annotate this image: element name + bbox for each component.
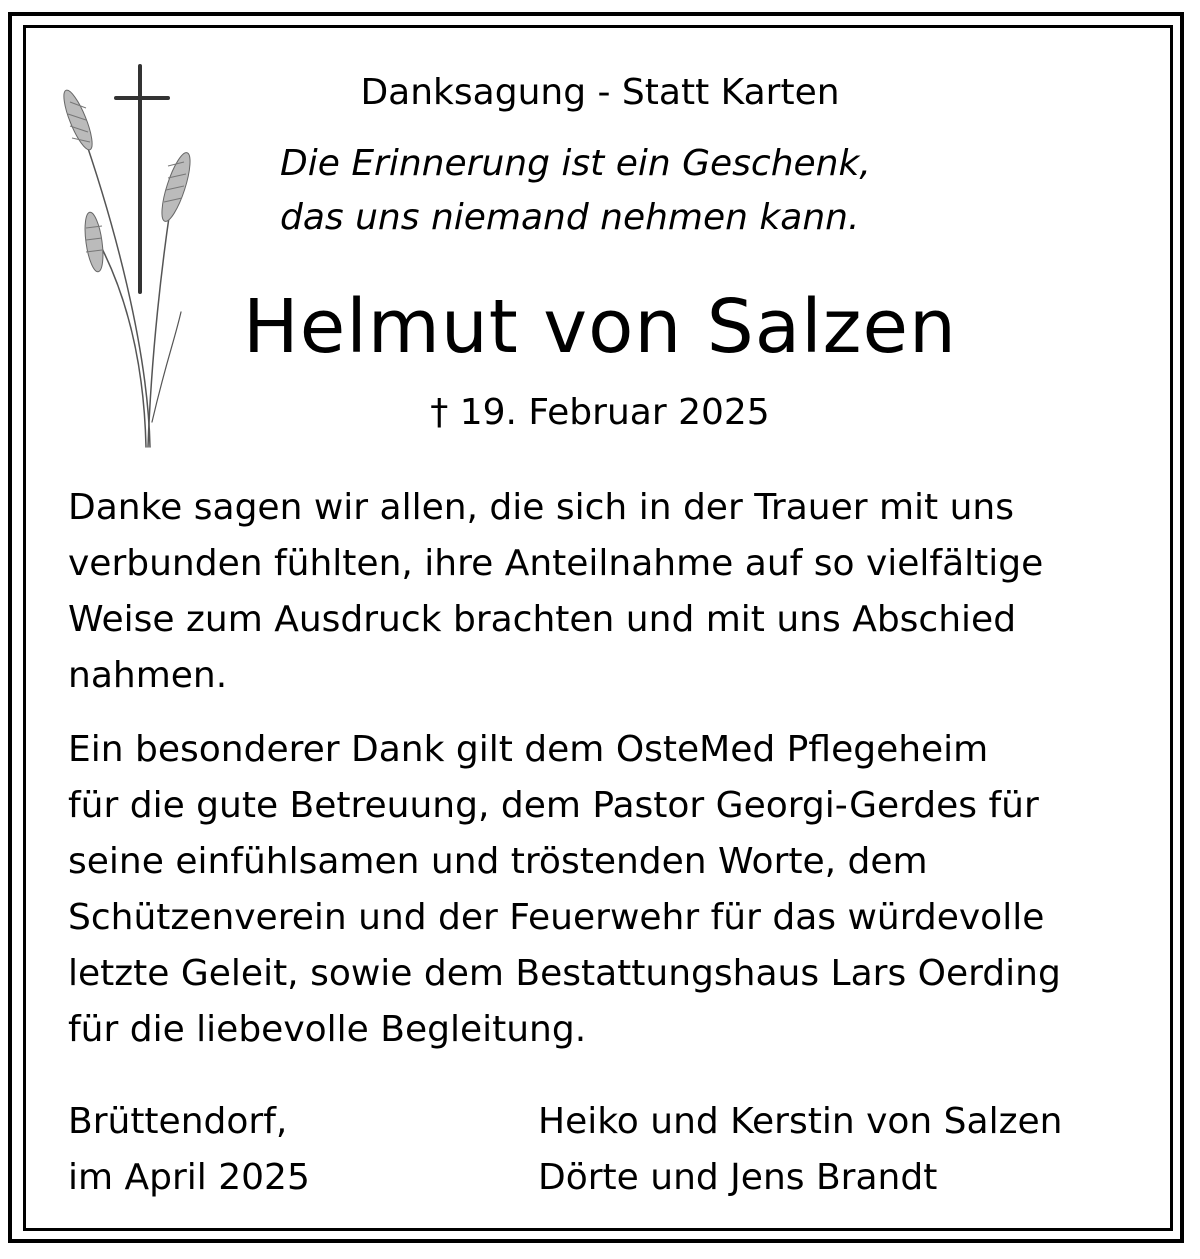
paragraph1-line: Weise zum Ausdruck brachten und mit uns Abschied <box>68 599 1017 640</box>
paragraph2-line: letzte Geleit, sowie dem Bestattungshaus Lars Oerding <box>68 953 1061 994</box>
death-date: † 19. Februar 2025 <box>430 392 770 433</box>
quote-line-1: Die Erinnerung ist ein Geschenk, <box>280 143 871 184</box>
deceased-name: Helmut von Salzen <box>243 284 957 370</box>
place-line: Brüttendorf, <box>68 1101 288 1142</box>
date-line: im April 2025 <box>68 1157 310 1198</box>
paragraph2-line: seine einfühlsamen und tröstenden Worte, dem <box>68 841 928 882</box>
notice-heading: Danksagung - Statt Karten <box>360 72 840 113</box>
paragraph2-line: für die liebevolle Begleitung. <box>68 1009 587 1050</box>
paragraph1-line: nahmen. <box>68 655 228 696</box>
paragraph2-line: Ein besonderer Dank gilt dem OsteMed Pflegeheim <box>68 729 989 770</box>
paragraph2-line: für die gute Betreuung, dem Pastor Georgi-Gerdes für <box>68 785 1039 826</box>
paragraph1-line: Danke sagen wir allen, die sich in der Trauer mit uns <box>68 487 1014 528</box>
signer-line: Dörte und Jens Brandt <box>538 1157 938 1198</box>
paragraph1-line: verbunden fühlten, ihre Anteilnahme auf so vielfältige <box>68 543 1044 584</box>
signer-line: Heiko und Kerstin von Salzen <box>538 1101 1063 1142</box>
paragraph2-line: Schützenverein und der Feuerwehr für das würdevolle <box>68 897 1045 938</box>
quote-line-2: das uns niemand nehmen kann. <box>280 197 860 238</box>
